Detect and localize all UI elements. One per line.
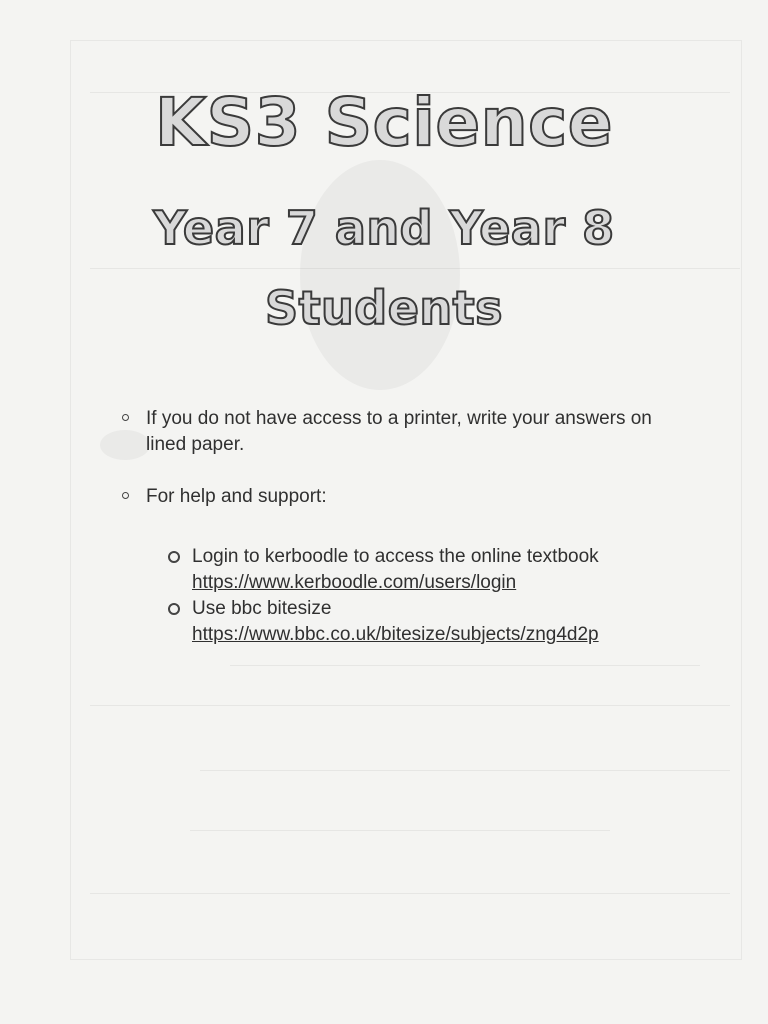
bullet-circle-icon — [122, 414, 129, 421]
bullet-circle-icon — [122, 492, 129, 499]
scan-show-through-line — [200, 770, 730, 771]
scan-show-through-line — [190, 830, 610, 831]
resource-item-kerboodle — [168, 544, 688, 596]
scan-show-through-blob — [300, 160, 460, 390]
instruction-text: If you do not have access to a printer, write your answers on lined paper. — [146, 408, 652, 455]
page-subtitle-line1: Year 7 and Year 8 — [153, 201, 615, 255]
scan-show-through-line — [230, 665, 700, 666]
bullet-circle-icon — [168, 551, 180, 563]
page-title: KS3 Science — [155, 84, 613, 161]
instruction-list — [120, 406, 680, 510]
page-subtitle-line2: Students — [264, 281, 504, 335]
scan-show-through-line — [90, 705, 730, 706]
instruction-item-help — [120, 484, 680, 510]
scan-show-through-line — [90, 893, 730, 894]
bitesize-link[interactable]: https://www.bbc.co.uk/bitesize/subjects/zng4d2p — [192, 624, 599, 645]
resource-text: Login to kerboodle to access the online textbook — [192, 546, 599, 567]
resource-text: Use bbc bitesize — [192, 598, 332, 619]
kerboodle-link[interactable]: https://www.kerboodle.com/users/login — [192, 572, 517, 593]
instruction-text: For help and support: — [146, 486, 327, 507]
instruction-item-printer — [120, 406, 680, 458]
help-resources-list — [168, 544, 688, 648]
resource-item-bitesize — [168, 596, 688, 648]
bullet-circle-icon — [168, 603, 180, 615]
